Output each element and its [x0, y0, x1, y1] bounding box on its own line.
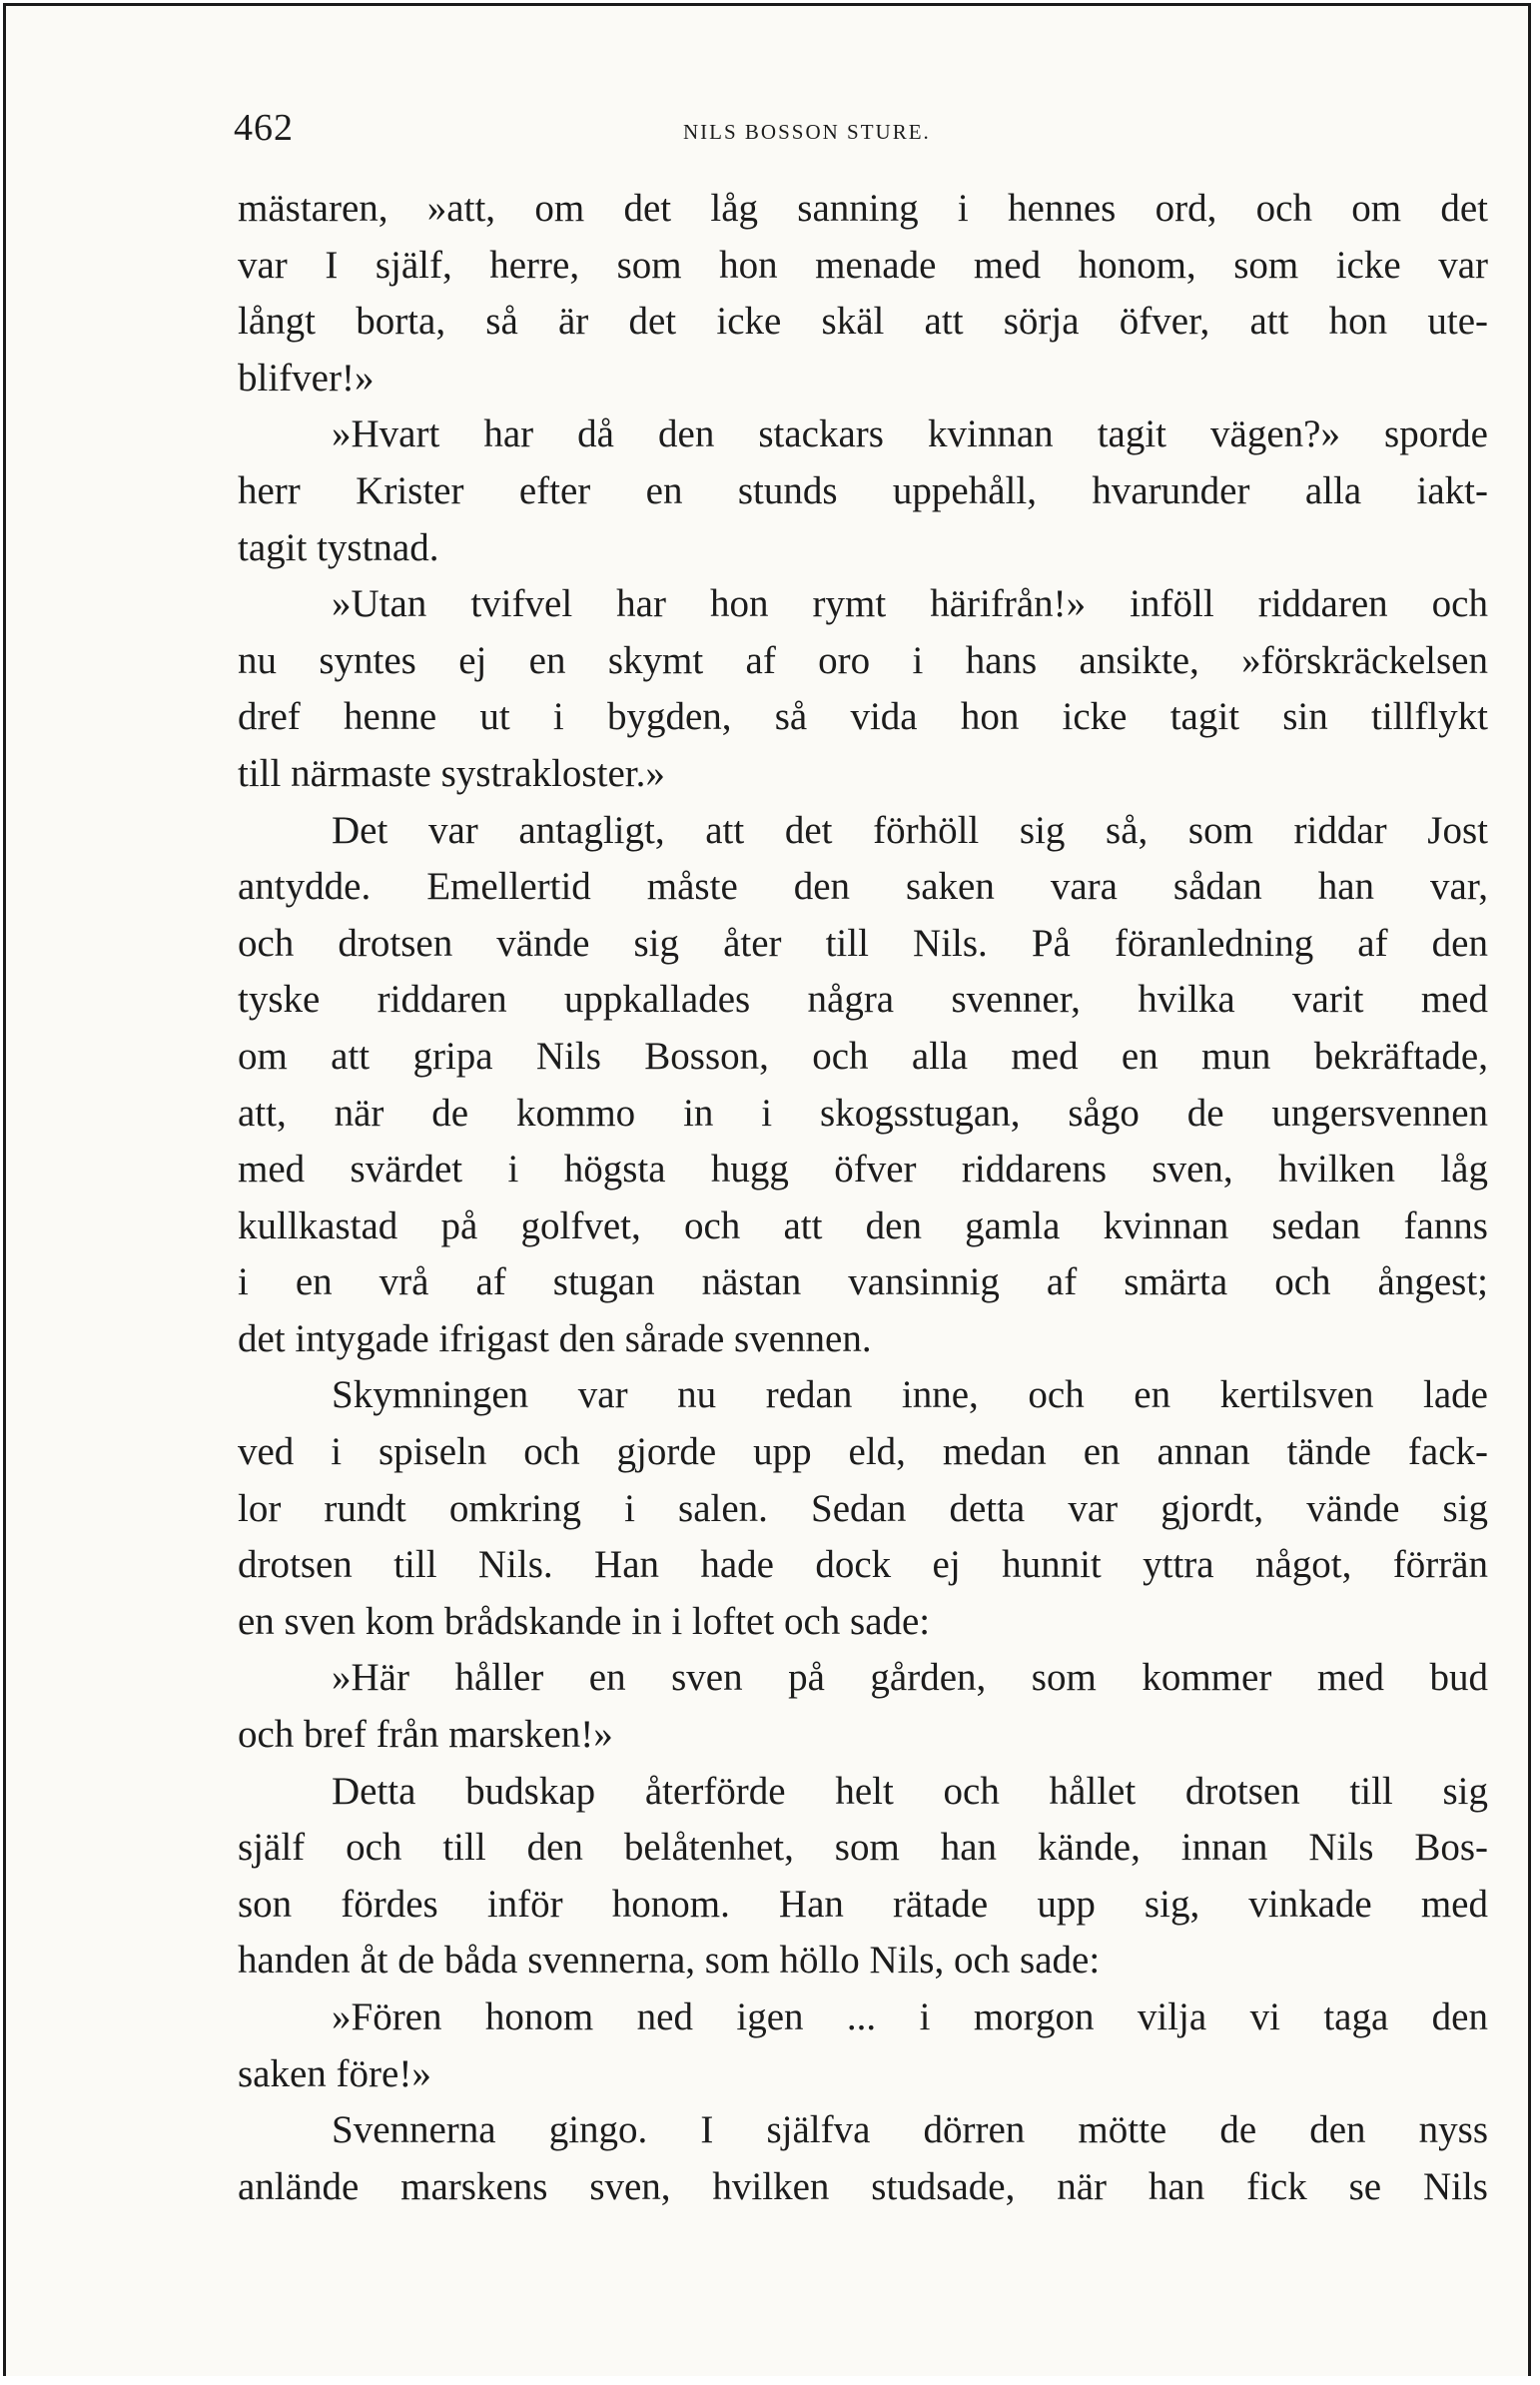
text-line: att, när de kommo in i skogsstugan, sågo de ungersvennen — [238, 1091, 1488, 1135]
text-line: mästaren, »att, om det låg sanning i hennes ord, och om det — [238, 187, 1488, 230]
text-line: »Hvart har då den stackars kvinnan tagit vägen?» sporde — [332, 412, 1488, 456]
text-line: till närmaste systrakloster.» — [238, 751, 665, 795]
text-line: dref henne ut i bygden, så vida hon icke tagit sin tillflykt — [238, 695, 1488, 739]
text-line: och bref från marsken!» — [238, 1713, 613, 1757]
text-line: handen åt de båda svennerna, som höllo Nils, och sade: — [238, 1939, 1101, 1983]
text-line: i en vrå af stugan nästan vansinnig af smärta och ångest; — [238, 1260, 1488, 1304]
text-line: nu syntes ej en skymt af oro i hans ansikte, »förskräckelsen — [238, 638, 1488, 682]
running-head: NILS BOSSON STURE. — [683, 120, 931, 144]
text-line: tagit tystnad. — [238, 525, 439, 569]
text-line: det intygade ifrigast den sårade svennen. — [238, 1316, 872, 1360]
text-line: herr Krister efter en stunds uppehåll, hvarunder alla iakt- — [238, 468, 1488, 512]
text-line: lor rundt omkring i salen. Sedan detta var gjordt, vände sig — [238, 1486, 1488, 1530]
text-line: tyske riddaren uppkallades några svenner, hvilka varit med — [238, 978, 1488, 1022]
text-line: själf och till den belåtenhet, som han kände, innan Nils Bos- — [238, 1826, 1488, 1870]
text-line: och drotsen vände sig åter till Nils. På föranledning af den — [238, 921, 1488, 965]
text-line: Detta budskap återförde helt och hållet drotsen till sig — [332, 1769, 1488, 1813]
text-line: anlände marskens sven, hvilken studsade, när han fick se Nils — [238, 2164, 1488, 2208]
text-line: var I själf, herre, som hon menade med honom, som icke var — [238, 243, 1488, 287]
text-line: Svennerna gingo. I själfva dörren mötte de den nyss — [332, 2108, 1488, 2152]
book-page — [3, 3, 1531, 2376]
text-line: drotsen till Nils. Han hade dock ej hunnit yttra något, förrän — [238, 1543, 1488, 1587]
text-line: saken före!» — [238, 2051, 431, 2095]
text-line: om att gripa Nils Bosson, och alla med en mun bekräftade, — [238, 1034, 1488, 1078]
text-line: »Fören honom ned igen ... i morgon vilja vi taga den — [332, 1995, 1488, 2038]
text-line: Det var antagligt, att det förhöll sig så, som riddar Jost — [332, 808, 1488, 852]
text-line: med svärdet i högsta hugg öfver riddarens sven, hvilken låg — [238, 1148, 1488, 1192]
text-line: långt borta, så är det icke skäl att sörja öfver, att hon ute- — [238, 300, 1488, 344]
text-line: blifver!» — [238, 356, 375, 399]
text-line: »Här håller en sven på gården, som kommer med bud — [332, 1656, 1488, 1700]
page-header — [234, 106, 1487, 166]
text-line: »Utan tvifvel har hon rymt härifrån!» inföll riddaren och — [332, 582, 1488, 626]
page-body-text — [238, 181, 1488, 2215]
text-line: son fördes inför honom. Han rätade upp sig, vinkade med — [238, 1882, 1488, 1926]
text-line: antydde. Emellertid måste den saken vara sådan han var, — [238, 865, 1488, 909]
text-line: kullkastad på golfvet, och att den gamla kvinnan sedan fanns — [238, 1203, 1488, 1247]
text-line: Skymningen var nu redan inne, och en kertilsven lade — [332, 1373, 1488, 1417]
page-number: 462 — [234, 107, 294, 149]
text-line: ved i spiseln och gjorde upp eld, medan en annan tände fack- — [238, 1430, 1488, 1474]
text-line: en sven kom brådskande in i loftet och sade: — [238, 1599, 931, 1643]
